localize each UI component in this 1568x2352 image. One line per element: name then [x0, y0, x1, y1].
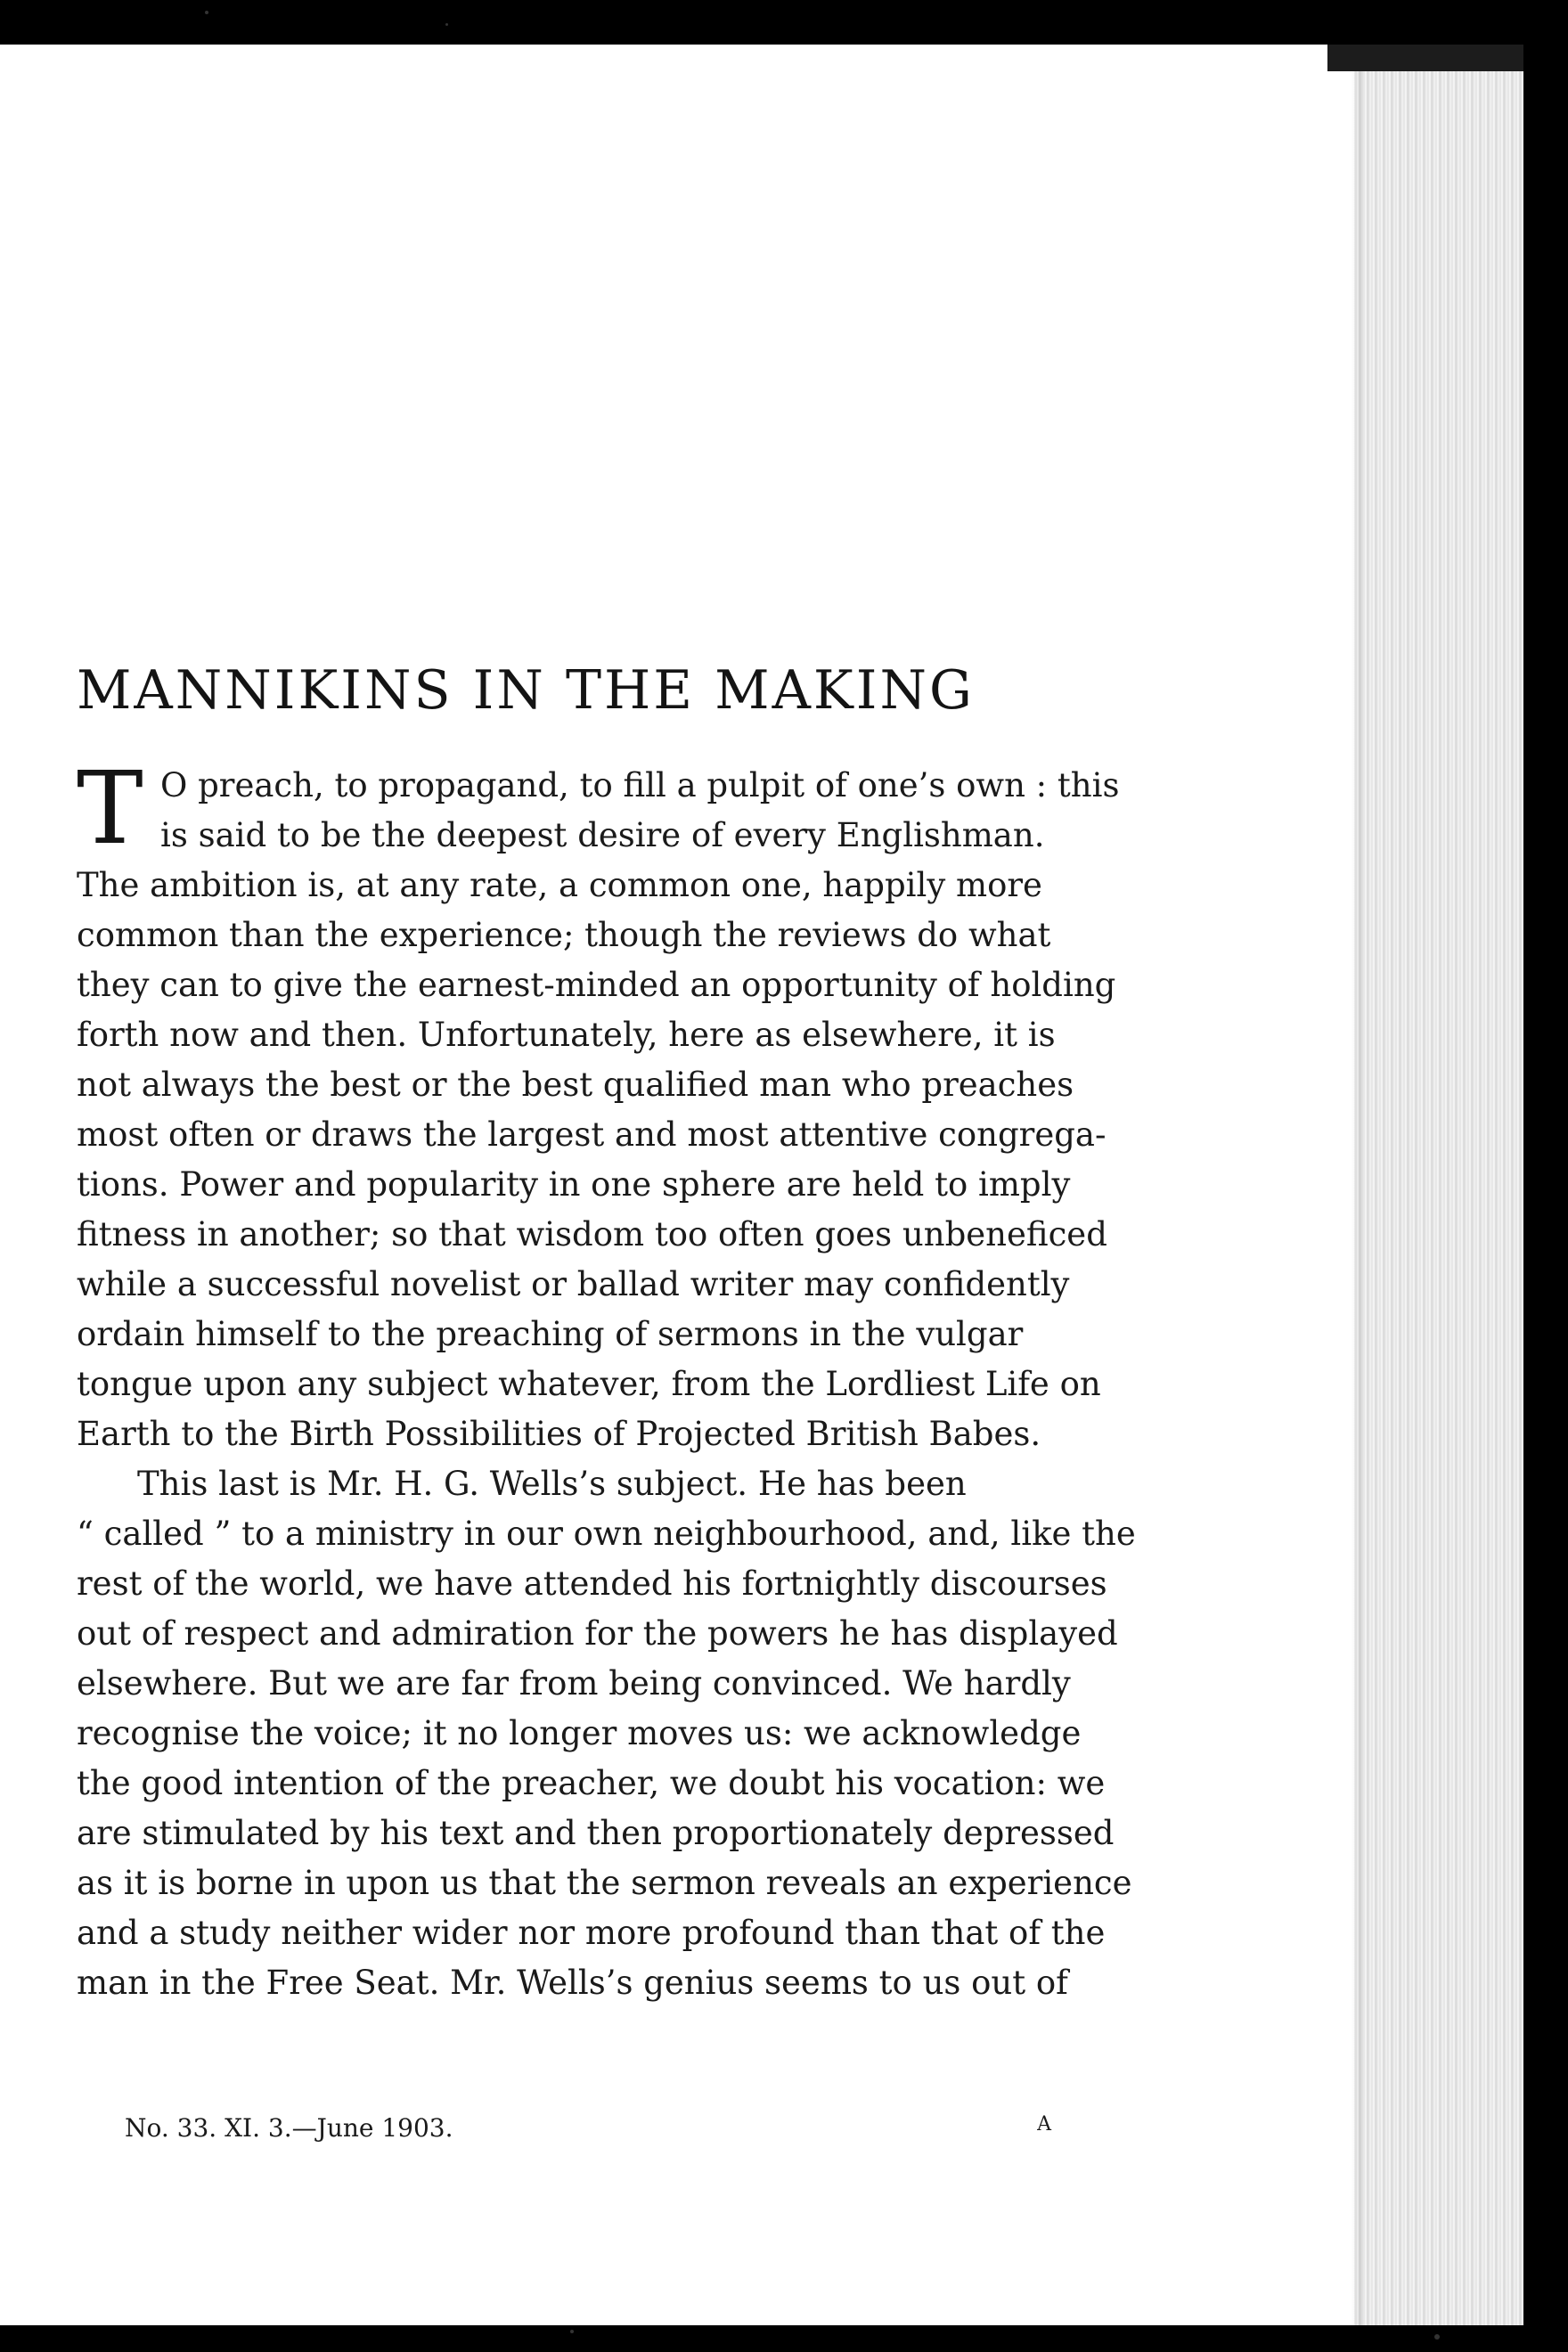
text-line: they can to give the earnest-minded an opportunity of holding: [77, 966, 1116, 1004]
text-line: recognise the voice; it no longer moves us: we acknowledge: [77, 1714, 1082, 1752]
text-line: ordain himself to the preaching of sermons in the vulgar: [77, 1315, 1024, 1353]
paragraph-1-text: [77, 751, 1137, 1459]
text-line: while a successful novelist or ballad writer may confidently: [77, 1265, 1070, 1303]
text-line: man in the Free Seat. Mr. Wells’s genius seems to us out of: [77, 1964, 1068, 2002]
dust-speck: [205, 11, 208, 14]
paragraph-2: [77, 1459, 1137, 2008]
page-footer: [125, 2113, 1051, 2143]
dust-speck: [570, 2330, 574, 2333]
fore-edge-shadow: [1351, 71, 1363, 2325]
text-line: “ called ” to a ministry in our own neighbourhood, and, like the: [77, 1515, 1136, 1553]
text-line: not always the best or the best qualified man who preaches: [77, 1066, 1074, 1104]
text-line: tions. Power and popularity in one sphere are held to imply: [77, 1165, 1071, 1204]
text-line: This last is Mr. H. G. Wells’s subject. He has been: [137, 1465, 967, 1503]
text-line: and a study neither wider nor more profound than that of the: [77, 1914, 1106, 1952]
paragraph-1: [77, 751, 1137, 1459]
book-fore-edge: [1354, 71, 1523, 2325]
text-line: elsewhere. But we are far from being convinced. We hardly: [77, 1664, 1071, 1703]
book-page: [0, 45, 1523, 2325]
text-line: are stimulated by his text and then proportionately depressed: [77, 1814, 1115, 1852]
text-line: Earth to the Birth Possibilities of Projected British Babes.: [77, 1415, 1041, 1453]
text-line: common than the experience; though the reviews do what: [77, 916, 1051, 954]
drop-cap: T: [77, 751, 143, 867]
text-line: out of respect and admiration for the powers he has displayed: [77, 1614, 1118, 1653]
text-line: as it is borne in upon us that the sermon reveals an experience: [77, 1864, 1132, 1902]
text-line: tongue upon any subject whatever, from the Lordliest Life on: [77, 1365, 1101, 1403]
text-line: most often or draws the largest and most attentive congrega-: [77, 1115, 1107, 1154]
article-body: [77, 659, 1137, 2008]
text-line: rest of the world, we have attended his fortnightly discourses: [77, 1564, 1107, 1603]
dust-speck: [445, 23, 448, 26]
text-line: The ambition is, at any rate, a common one, happily more: [77, 866, 1042, 904]
article-title: MANNIKINS IN THE MAKING: [77, 659, 975, 722]
text-line: fitness in another; so that wisdom too often goes unbeneficed: [77, 1215, 1107, 1254]
text-line: forth now and then. Unfortunately, here as elsewhere, it is: [77, 1016, 1056, 1054]
signature-mark: A: [1037, 2113, 1051, 2136]
text-line: the good intention of the preacher, we doubt his vocation: we: [77, 1764, 1106, 1802]
dust-speck: [1434, 2334, 1440, 2340]
text-line: O preach, to propagand, to fill a pulpit of one’s own : this: [160, 766, 1120, 804]
text-line: is said to be the deepest desire of every Englishman.: [160, 816, 1045, 854]
issue-line: No. 33. XI. 3.—June 1903.: [125, 2113, 453, 2143]
page-top-shadow: [1327, 45, 1523, 71]
